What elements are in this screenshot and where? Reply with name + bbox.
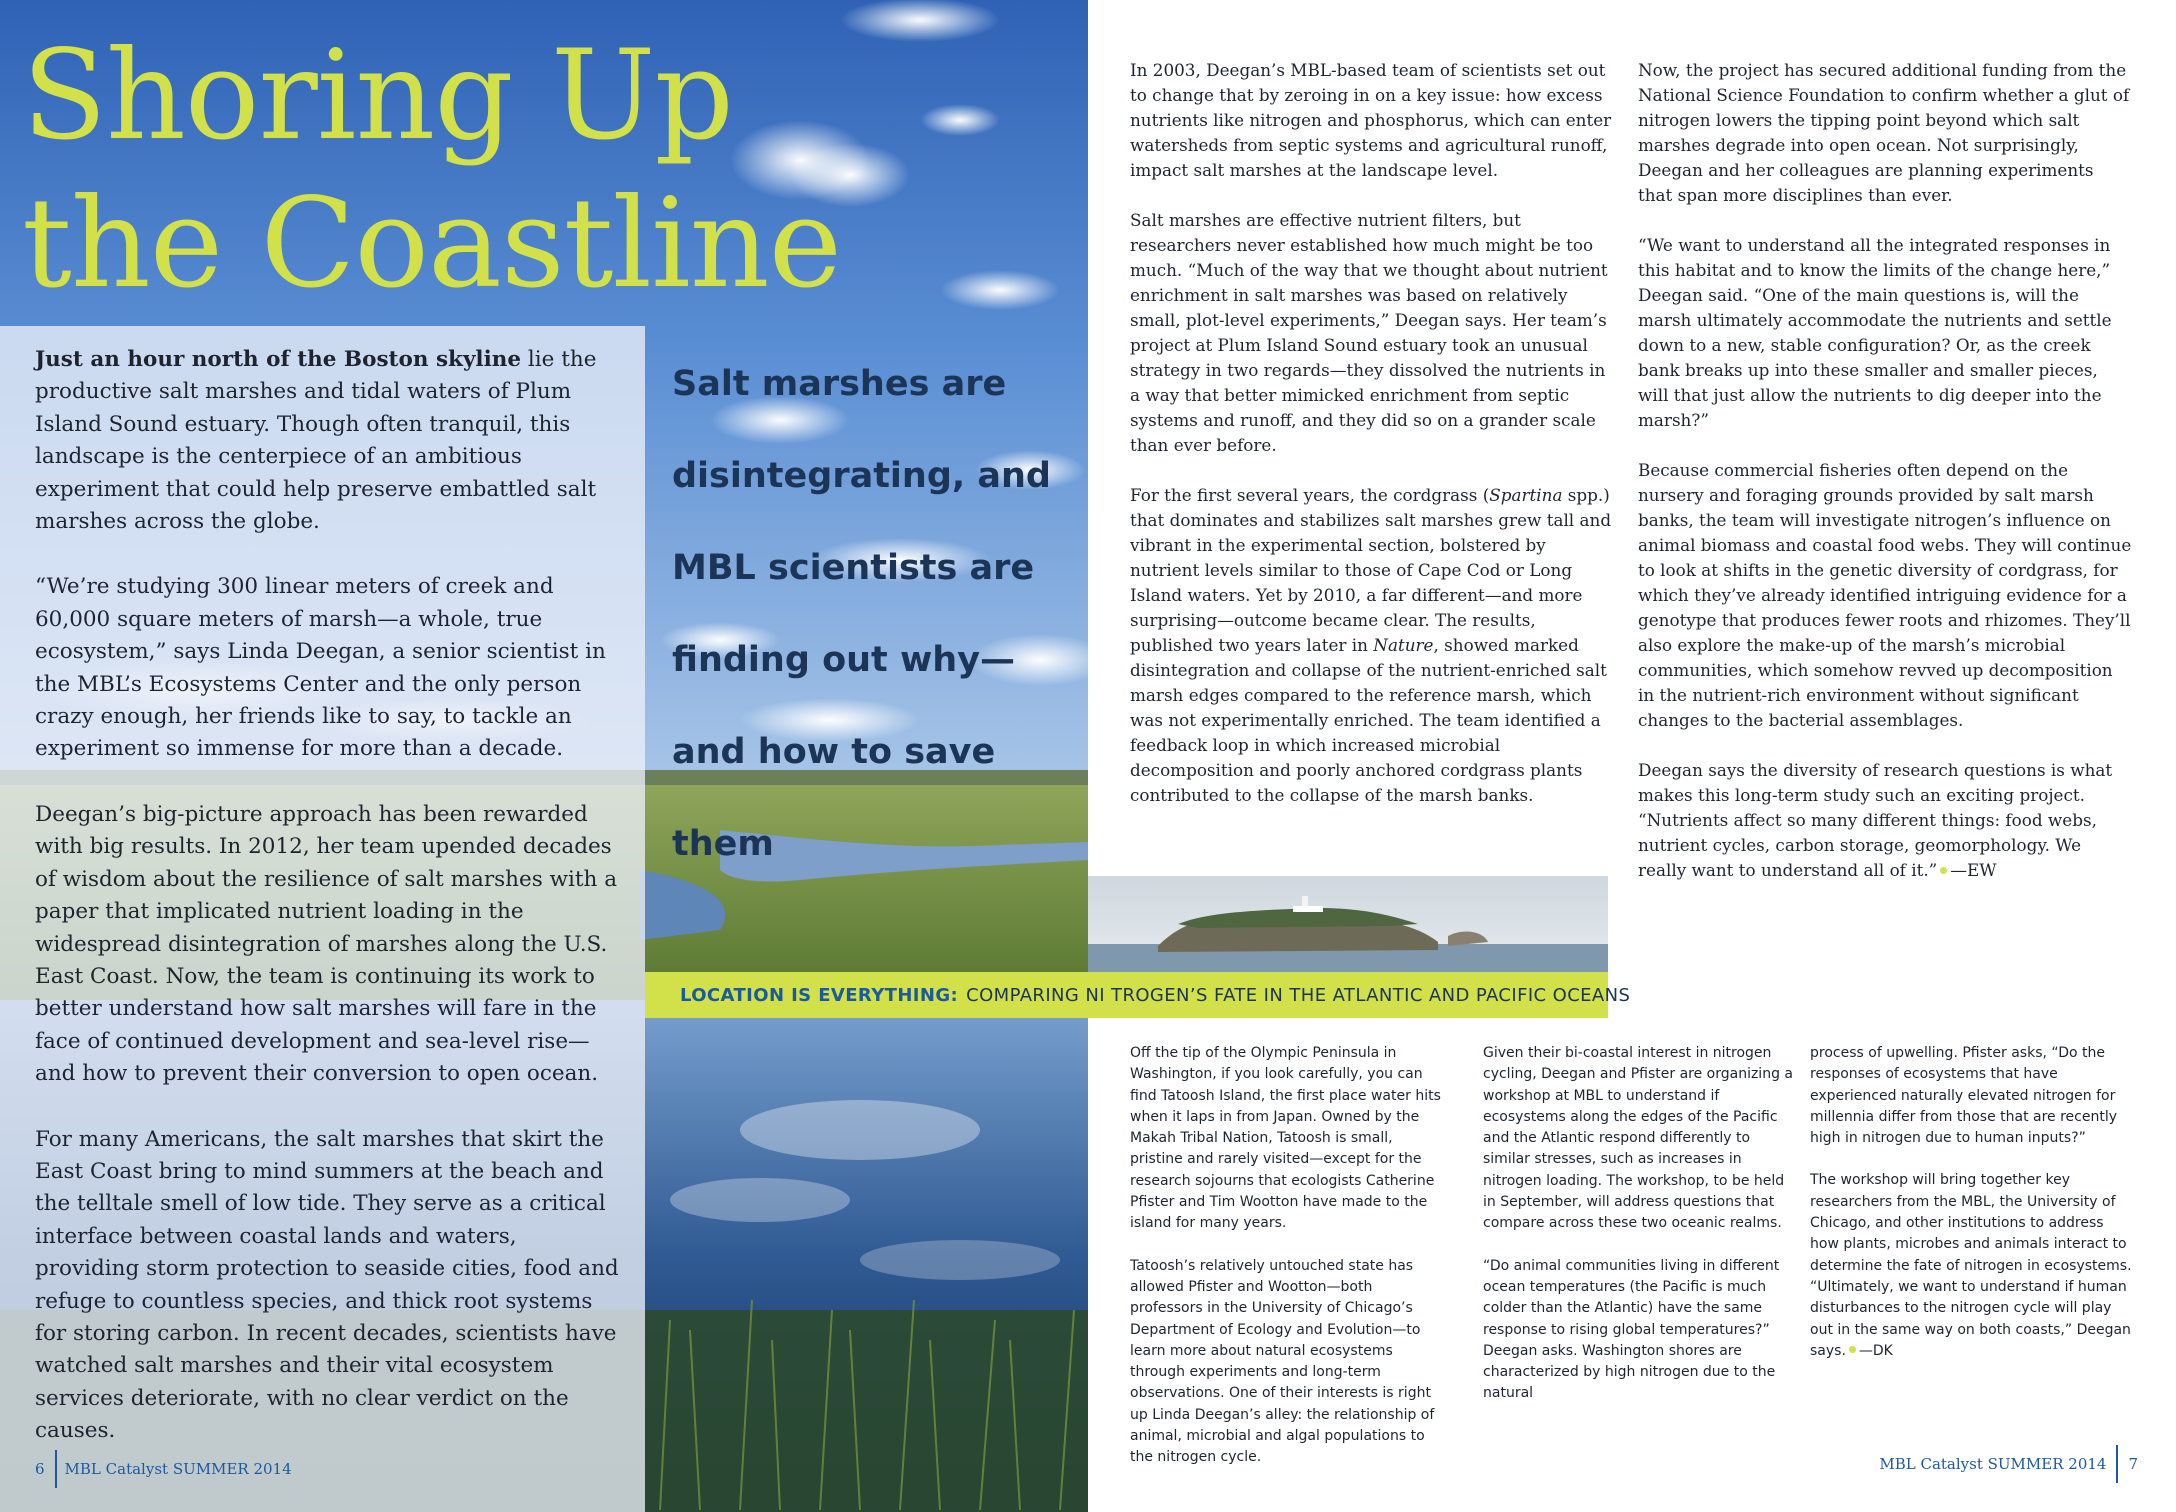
column-1-paragraph-2: Salt marshes are effective nutrient filters, but researchers never established how much might be too much. “Much of the way that we thought about nutrient enrichment in salt marshes was based on relatively small, plot-level experiments,” Deegan says. Her team’s project at Plum Island Sound estuary took an unusual strategy in two regards—they dissolved the nutrients in a way that better mimicked enrichment from septic systems and runoff, and they did so on a grander scale than ever before. (1130, 210, 1608, 455)
lede-paragraph-3: Deegan’s big-picture approach has been rewarded with big results. In 2012, her team upended decades of wisdom about the resilience of salt marshes with a paper that implicated nutrient loading in the widespread disintegration of marshes along the U.S. East Coast. Now, the team is continuing its work to better understand how salt marshes will fare in the face of continued development and sea-level rise—and how to prevent their conversion to open ocean. (35, 801, 618, 1087)
sidebar-1-paragraph-1: Off the tip of the Olympic Peninsula in Washington, if you look carefully, you can find Tatoosh Island, the first place water hits when it laps in from Japan. Owned by the Makah Tribal Nation, Tatoosh is small, pristine and rarely visited—except for the research sojourns that ecologists Catherine Pfister and Tim Wootton have made to the island for many years. (1130, 1045, 1441, 1232)
pull-quote (672, 338, 1082, 890)
sidebar-banner (645, 972, 1631, 1018)
article-column-2 (1638, 58, 2133, 908)
column-2-paragraph-3: Because commercial fisheries often depend on the nursery and foraging grounds provided by salt marsh banks, the team will investigate nitrogen’s influence on animal biomass and coastal food webs. They will continue to look at shifts in the genetic diversity of cordgrass, for which they’ve already identified intriguing evidence for a genotype that produces fewer roots and rhizomes. They’ll also explore the make-up of the marsh’s microbial communities, which somehow revved up decomposition in the nutrient-rich environment without significant changes to the bacterial assemblages. (1638, 460, 2132, 730)
author-signature: —EW (1950, 860, 1997, 880)
headline-line-2: the Coastline (22, 172, 841, 316)
lede-paragraph-1-rest: lie the productive salt marshes and tidal waters of Plum Island Sound estuary. Though often tranquil, this landscape is the centerpiece of an ambitious experiment that could help preserve embattled salt marshes across the globe. (35, 347, 597, 535)
sidebar-column-2 (1483, 1043, 1793, 1426)
folio-right-label: MBL Catalyst SUMMER 2014 (1879, 1455, 2107, 1473)
italic-species: Spartina (1489, 485, 1563, 505)
sidebar-column-3 (1810, 1043, 2135, 1383)
sidebar-signature: —DK (1858, 1342, 1893, 1359)
sidebar-2-paragraph-1: Given their bi-coastal interest in nitrogen cycling, Deegan and Pfister are organizing a workshop at MBL to understand if ecosystems along the edges of the Pacific and the Atlantic respond differently to similar stresses, such as increases in nitrogen loading. The workshop, to be held in September, will address questions that compare across these two oceanic realms. (1483, 1045, 1793, 1232)
text-run: spp.) that dominates and stabilizes salt marshes grew tall and vibrant in the experimental section, bolstered by nutrient levels similar to those of Cape Cod or Long Island waters. Yet by 2010, a far different—and more surprising—outcome became clear. The results, published two years later in (1130, 485, 1612, 655)
sidebar-column-1 (1130, 1043, 1445, 1490)
end-mark-icon (1849, 1346, 1856, 1353)
pull-quote-line-2: disintegrating, and (672, 456, 1051, 496)
text-run: The workshop will bring together key researchers from the MBL, the University of Chicago, and other institutions to address how plants, microbes and animals interact to determine the fate of nitrogen in ecosystems. “Ultimately, we want to understand if human disturbances to the nitrogen cycle will play out in the same way on both coasts,” Deegan says. (1810, 1172, 2132, 1359)
end-mark-icon (1940, 867, 1947, 874)
tatoosh-island-photo (1088, 876, 1608, 984)
pull-quote-line-1: Salt marshes are (672, 364, 1007, 404)
lede-lead-in: Just an hour north of the Boston skyline (35, 347, 522, 372)
column-1-paragraph-3 (1130, 483, 1615, 808)
italic-journal: Nature (1373, 635, 1434, 655)
sidebar-1-paragraph-2: Tatoosh’s relatively untouched state has allowed Pfister and Wootton—both professors in the University of Chicago’s Department of Ecology and Evolution—to learn more about natural ecosystems through experiments and long-term observations. One of their interests is right up Linda Deegan’s alley: the relationship of animal, microbial and algal populations to the nitrogen cycle. (1130, 1257, 1435, 1466)
page-number-right: 7 (2128, 1455, 2138, 1473)
lede-paragraph-4: For many Americans, the salt marshes that skirt the East Coast bring to mind summers at the beach and the telltale smell of low tide. They serve as a critical interface between coastal lands and waters, providing storm protection to seaside cities, food and refuge to countless species, and thick root systems for storing carbon. In recent decades, scientists have watched salt marshes and their vital ecosystem services deteriorate, with no clear verdict on the causes. (35, 1126, 619, 1444)
article-column-1 (1130, 58, 1615, 833)
column-2-paragraph-1: Now, the project has secured additional funding from the National Science Foundation to confirm whether a glut of nitrogen lowers the tipping point beyond which salt marshes degrade into open ocean. Not surprisingly, Deegan and her colleagues are planning experiments that span more disciplines than ever. (1638, 60, 2130, 205)
column-2-paragraph-4 (1638, 758, 2133, 883)
column-1-paragraph-1: In 2003, Deegan’s MBL-based team of scientists set out to change that by zeroing in on a key issue: how excess nutrients like nitrogen and phosphorus, which can enter watersheds from septic systems and agricultural runoff, impact salt marshes at the landscape level. (1130, 60, 1612, 180)
lede-paragraph-1 (35, 344, 625, 538)
headline (22, 22, 841, 318)
sidebar-2-paragraph-2: “Do animal communities living in different ocean temperatures (the Pacific is much colder than the Atlantic) have the same response to rising global temperatures?” Deegan asks. Washington shores are characterized by high nitrogen due to the natural (1483, 1257, 1780, 1402)
pull-quote-line-3: MBL scientists are (672, 548, 1035, 588)
sidebar-3-paragraph-1: process of upwelling. Pfister asks, “Do the responses of ecosystems that have experienced naturally elevated nitrogen for millennia differ from those that are recently high in nitrogen due to human inputs?” (1810, 1045, 2118, 1147)
page-number-left: 6 (35, 1460, 45, 1478)
folio-left-label: MBL Catalyst SUMMER 2014 (64, 1460, 292, 1478)
text-run: Deegan says the diversity of research questions is what makes this long-term study such an exciting project. “Nutrients affect so many different things: food webs, nutrient cycles, carbon storage, geomorphology. We really want to understand all of it.” (1638, 760, 2113, 880)
lede-text (35, 344, 625, 1481)
banner-text: COMPARING NI TROGEN’S FATE IN THE ATLANTIC AND PACIFIC OCEANS (966, 984, 1631, 1006)
folio-right (1879, 1445, 2138, 1483)
pull-quote-line-4: finding out why— (672, 640, 1016, 680)
text-run: For the first several years, the cordgrass ( (1130, 485, 1490, 505)
column-2-paragraph-2: “We want to understand all the integrated responses in this habitat and to know the limits of the change here,” Deegan said. “One of the main questions is, will the marsh ultimately accommodate the nutrients and settle down to a new, stable configuration? Or, as the creek bank breaks up into these smaller and smaller pieces, will that just allow the nutrients to dig deeper into the marsh?” (1638, 235, 2112, 430)
pull-quote-line-5: and how to save them (672, 732, 996, 864)
sidebar-3-paragraph-2 (1810, 1170, 2135, 1362)
folio-divider (55, 1450, 57, 1488)
text-run: , showed marked disintegration and collapse of the nutrient-enriched salt marsh edges compared to the reference marsh, which was not experimentally enriched. The team identified a feedback loop in which increased microbial decomposition and poorly anchored cordgrass plants contributed to the collapse of the marsh banks. (1130, 635, 1607, 805)
headline-line-1: Shoring Up (22, 24, 733, 168)
folio-left (35, 1450, 292, 1488)
folio-divider (2116, 1445, 2118, 1483)
lede-paragraph-2: “We’re studying 300 linear meters of creek and 60,000 square meters of marsh—a whole, true ecosystem,” says Linda Deegan, a senior scientist in the MBL’s Ecosystems Center and the only person crazy enough, her friends like to say, to tackle an experiment so immense for more than a decade. (35, 574, 606, 762)
banner-label: LOCATION IS EVERYTHING: (680, 984, 959, 1006)
